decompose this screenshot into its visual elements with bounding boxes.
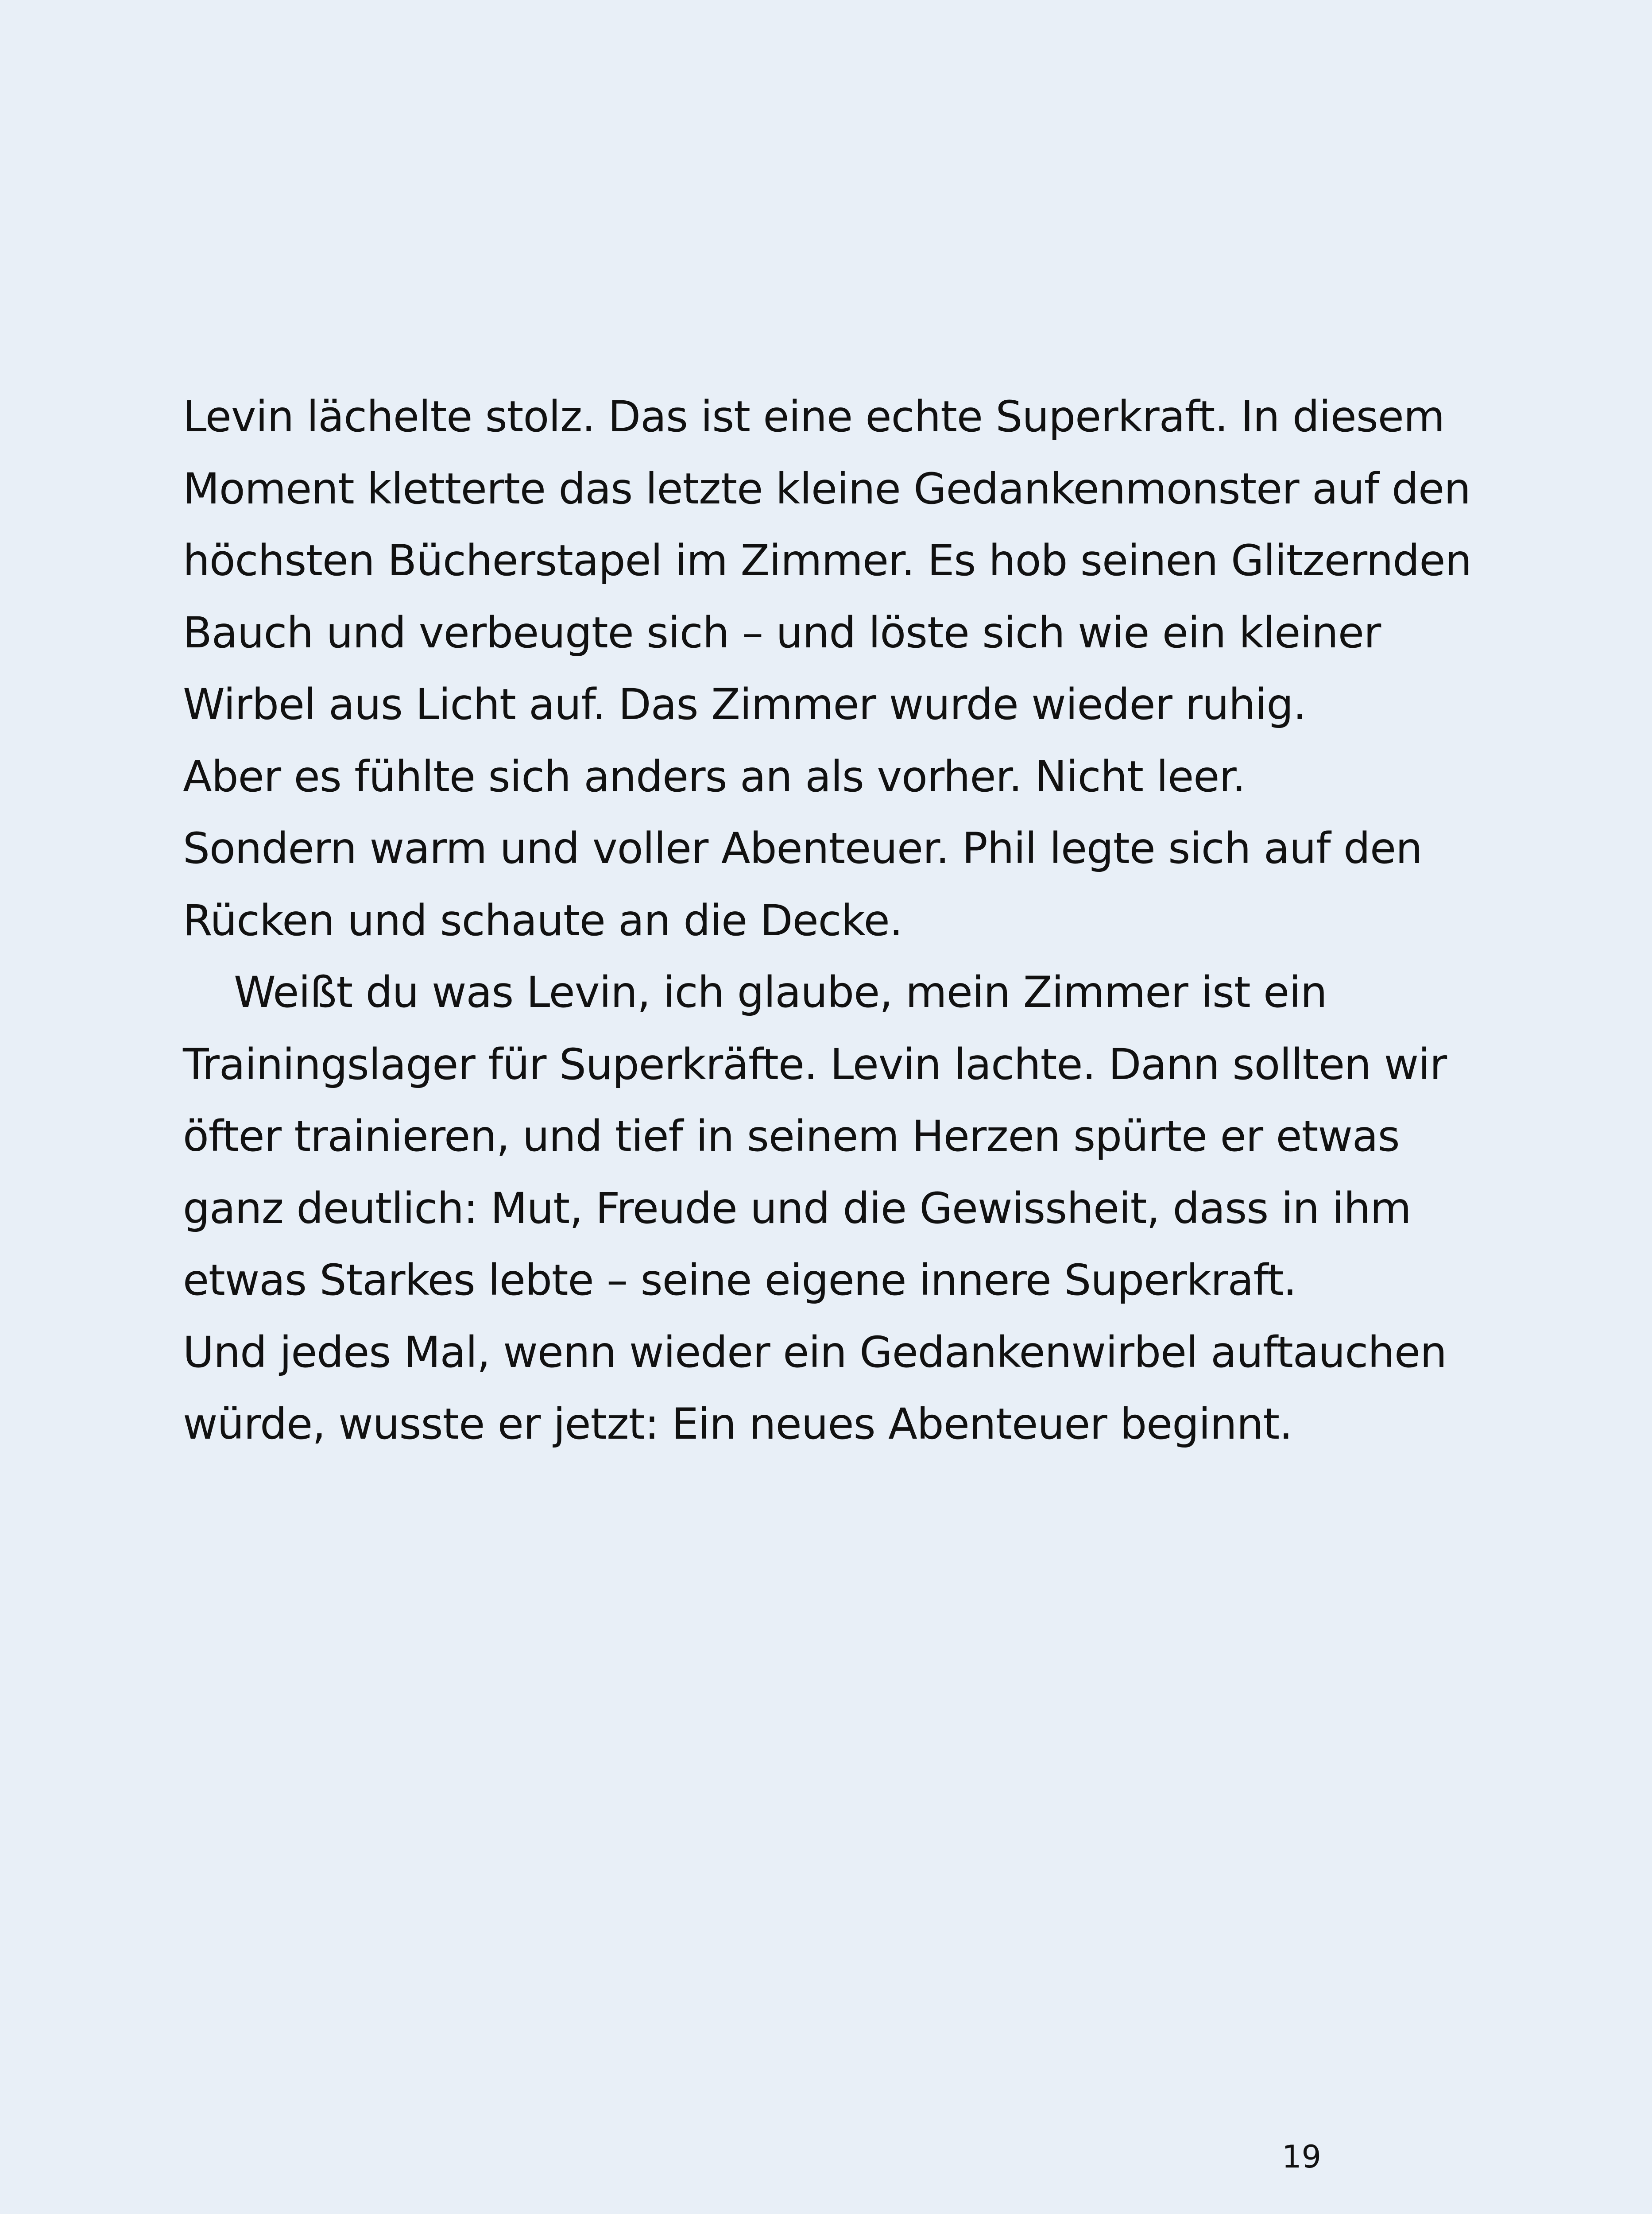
text-line: etwas Starkes lebte – seine eigene innere Superkraft. [183, 1255, 1296, 1305]
text-line: Levin lächelte stolz. Das ist eine echte Superkraft. In diesem [183, 392, 1445, 441]
text-line: Und jedes Mal, wenn wieder ein Gedankenwirbel auftauchen [183, 1327, 1447, 1377]
text-line: Wirbel aus Licht auf. Das Zimmer wurde wieder ruhig. [183, 680, 1306, 729]
page-number: 19 [1282, 2139, 1322, 2175]
text-line: ganz deutlich: Mut, Freude und die Gewissheit, dass in ihm [183, 1183, 1411, 1233]
text-line: Sondern warm und voller Abenteuer. Phil legte sich auf den [183, 824, 1422, 873]
text-line: öfter trainieren, und tief in seinem Herzen spürte er etwas [183, 1111, 1400, 1161]
story-text [183, 381, 1511, 1460]
text-line: höchsten Bücherstapel im Zimmer. Es hob seinen Glitzernden [183, 536, 1472, 585]
text-line: Aber es fühlte sich anders an als vorher. Nicht leer. [183, 751, 1246, 801]
text-line: würde, wusste er jetzt: Ein neues Abenteuer beginnt. [183, 1399, 1292, 1449]
text-line: Trainingslager für Superkräfte. Levin lachte. Dann sollten wir [183, 1039, 1447, 1089]
text-line: Moment kletterte das letzte kleine Gedankenmonster auf den [183, 464, 1470, 514]
text-line-indented: Weißt du was Levin, ich glaube, mein Zimmer ist ein [234, 968, 1327, 1017]
text-line: Rücken und schaute an die Decke. [183, 895, 903, 945]
text-line: Bauch und verbeugte sich – und löste sich wie ein kleiner [183, 608, 1381, 658]
